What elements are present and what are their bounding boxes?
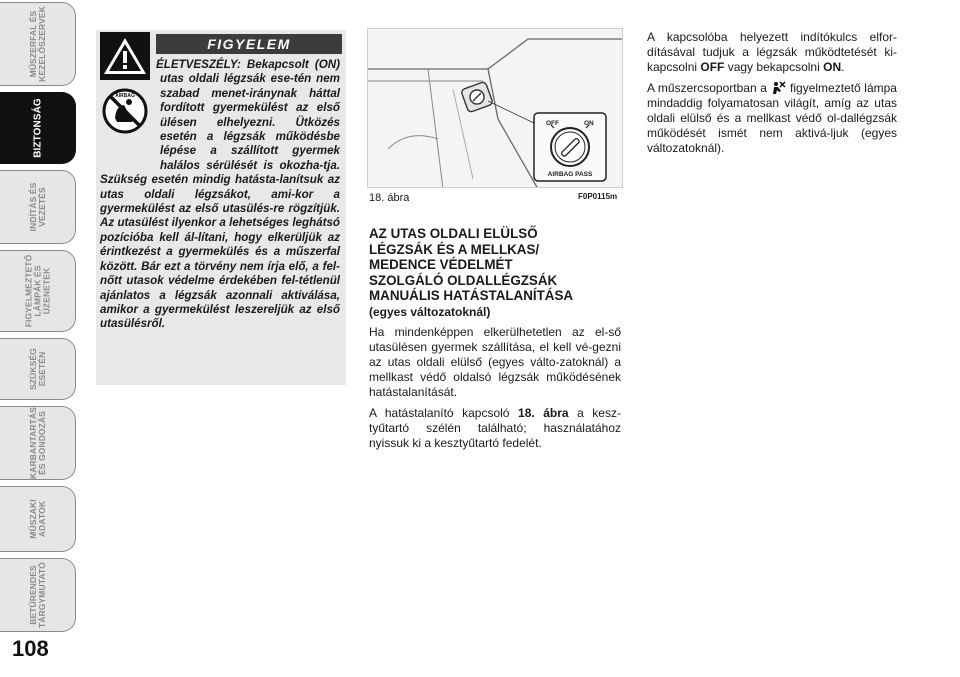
tab-inditas[interactable] [0, 170, 76, 244]
tab-label: SZÜKSÉG ESETÉN [27, 348, 47, 390]
section-subtitle: (egyes változatoknál) [369, 304, 491, 319]
figure-caption: 18. ábra [369, 192, 410, 204]
section-manual-deactivation [369, 226, 621, 457]
tab-label: BETŰRENDES TÁRGYMUTATÓ [27, 562, 47, 628]
chapter-tabs [0, 0, 80, 640]
tab-label: BIZTONSÁG [32, 98, 43, 158]
figure-airbag-switch [367, 28, 623, 188]
tab-biztonsag[interactable] [0, 92, 76, 164]
airbag-deactivated-warning-icon [770, 81, 786, 95]
tab-karbantartas[interactable] [0, 406, 76, 480]
tab-label: MŰSZERFAL ÉS KEZELŐSZERVEK [27, 6, 47, 82]
tab-label: KARBANTARTÁS ÉS GONDOZÁS [27, 407, 47, 479]
airbag-icon-text: AIRBAG [115, 93, 135, 99]
section-title: AZ UTAS OLDALI ELÜLSŐ LÉGZSÁK ÉS A MELLKAS/ MEDENCE VÉDELMÉT SZOLGÁLÓ OLDALLÉGZSÁK MANUÁLIS HATÁSTALANÍTÁSA [369, 226, 574, 303]
right-paragraph-1: A kapcsolóba helyezett indítókulcs elfor-dításával tudjuk a légzsák működtetését ki-kapcsolni OFF vagy bekapcsolni ON. [647, 30, 897, 74]
warning-box [96, 30, 346, 385]
tab-label: MŰSZAKI ADATOK [27, 499, 47, 539]
switch-off-label: OFF [546, 120, 559, 127]
tab-szukseg[interactable] [0, 338, 76, 400]
tab-muszaki[interactable] [0, 486, 76, 552]
warning-header: FIGYELEM [156, 34, 342, 54]
tab-label: FIGYELMEZTETŐ LÁMPÁK ÉS ÜZENETEK [23, 254, 51, 328]
page-number: 108 [12, 636, 49, 661]
tab-figyelmezteto[interactable] [0, 250, 76, 332]
right-paragraph-2: A műszercsoportban a figyelmeztető lámpa mindaddig folyamatosan világít, amíg az utas oldali elülső és a mellkast védő ol-dallégzsák működését ismét nem aktivá-ljuk (egyes változatoknál). [647, 81, 897, 155]
tab-label: INDÍTÁS ÉS VEZETÉS [27, 182, 47, 232]
warning-text: ÉLETVESZÉLY: Bekapcsolt (ON) utas oldali légzsák ese-tén nem szabad menet-iránynak háttal fordított gyermekülést az első ülésen elhelyezni. Ütközés esetén a légzsák működésbe lépése a szállított gyermek halálos sérülését is okozha-tja. Szükség esetén mindig hatásta-lanítsuk az utas oldali légzsákot, ami-kor a gyermekülést az első utasülés-re rögzítjük. Az utasülést ilyenkor a lehetséges leghátsó pozícióba kell ál-lítani, hogy elkerüljük az érintkezést a gyermekülés és a műszerfal között. Bár ezt a törvény nem írja elő, a fel-nőtt utasok védelme érdekében fel-tétlenül ajánlatos a légzsák azonnali aktiválása, amikor a gyermekülést leszereljük az első utasülésről. [100, 58, 340, 331]
tab-muszerfal[interactable] [0, 2, 76, 86]
section-paragraph-1: Ha mindenképpen elkerülhetetlen az el-ső utasülésen gyermek szállítása, el kell vé-gezni az utas oldali elülső (egyes válto-zatoknál) a mellkast védő oldalsó légzsák működésének hatástalanítását. [369, 324, 621, 399]
switch-panel-label: AIRBAG PASS [547, 171, 593, 178]
section-paragraph-2: A hatástalanító kapcsoló 18. ábra a kesz-tyűtartó szélén található; használatához nyissuk ki a kesztyűtartó fedelét. [369, 405, 621, 450]
switch-on-label: ON [584, 120, 594, 127]
right-column [647, 30, 897, 162]
figure-code: F0P0115m [578, 192, 618, 201]
tab-betur[interactable] [0, 558, 76, 632]
